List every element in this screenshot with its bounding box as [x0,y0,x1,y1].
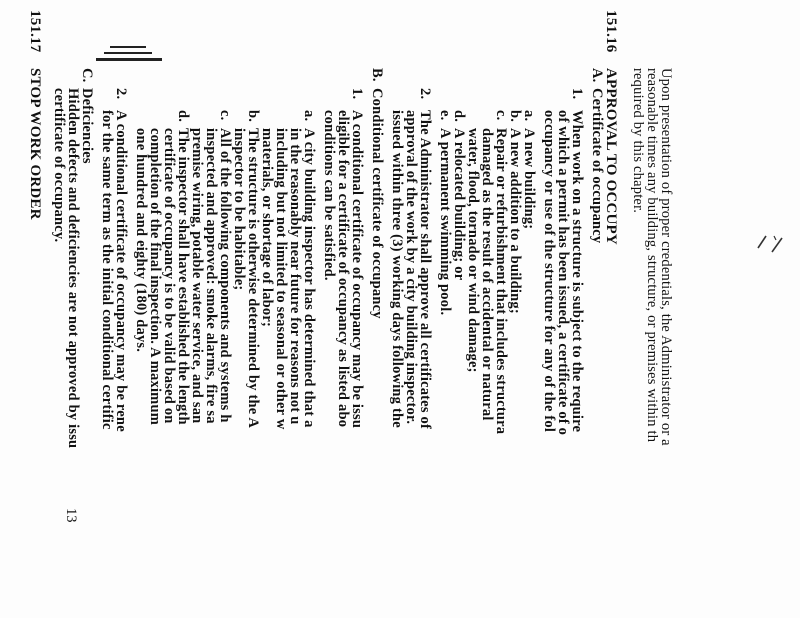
item-number: 1. [349,88,365,100]
item-number: 2. [113,88,129,100]
subsection-letter: B. [369,68,385,82]
paragraph-line: Hidden defects and deficiencies are not approved by issu [65,88,81,449]
sub-line: including but not limited to seasonal or other w [273,128,289,430]
item-line: approval of the work by a city building inspector. [403,110,419,425]
sub-line: inspected and approved: smoke alarms, fire sa [203,128,219,424]
intro-line: reasonable times any building, structure, or premises within th [644,68,660,443]
sub-letter: e. [437,110,453,121]
section-title: STOP WORK ORDER [27,68,43,220]
page-number: 13 [63,508,79,523]
paragraph-line: certificate of occupancy. [51,88,67,243]
sub-letter: b. [507,110,523,123]
sub-line: certificate of occupancy is to be valid based on [161,128,177,424]
section-number: 151.17 [27,10,43,53]
sub-line: A permanent swimming pool. [437,128,453,316]
scan-edge-mark [110,46,146,48]
sub-letter: a. [521,110,537,122]
subsection-heading: Certificate of occupancy [589,88,605,244]
section-number: 151.16 [603,10,619,53]
subsection-letter: C. [79,68,95,83]
sub-letter: c. [493,110,509,121]
item-line: When work on a structure is subject to the require [569,110,585,433]
sub-line: A new building; [521,128,537,230]
item-number: 2. [417,88,433,100]
sub-letter: d. [175,110,191,123]
intro-line: required by this chapter. [630,68,646,214]
sub-letter: c. [217,110,233,121]
sub-line: completion of the final inspection. A maximum [147,128,163,425]
sub-line: premise wiring, potable water service, and san [189,128,205,424]
item-line: of which a permit has been issued, a certificate of o [555,110,571,436]
sub-line: in the reasonably near future for reasons not u [287,128,303,425]
sub-line: water, flood, tornado or wind damage; [465,128,481,373]
handwritten-check-marks [752,228,792,258]
subsection-letter: A. [589,68,605,83]
sub-line: damaged as the result of accidental or natural [479,128,495,421]
sub-line: one hundred and eighty (180) days. [133,128,149,353]
section-title: APPROVAL TO OCCUPY [603,68,619,245]
scan-edge-mark [96,58,162,61]
rotated-page [27,10,674,608]
item-number: 1. [569,88,585,100]
item-line: conditions can be satisfied. [321,110,337,281]
sub-line: A city building inspector has determined that a [301,128,317,428]
sub-line: A relocated building; or [451,128,467,281]
subsection-heading: Deficiencies [79,88,95,164]
sub-line: The inspector shall have established the length [175,128,191,425]
item-line: A conditional certificate of occupancy may be issu [349,110,365,429]
subsection-heading: Conditional certificate of occupancy [369,88,385,319]
scan-edge-mark [104,52,152,54]
sub-line: The structure is otherwise determined by the A [245,128,261,429]
item-line: A conditional certificate of occupancy may be rene [113,110,129,432]
sub-line: Repair or refurbishment that includes structura [493,128,509,435]
item-line: issued within three (3) working days following the [389,110,405,428]
sub-line: All of the following components and systems h [217,128,233,423]
sub-letter: b. [245,110,261,123]
sub-line: inspector to be habitable; [231,128,247,291]
item-line: The Administrator shall approve all certificates of [417,110,433,429]
item-line: eligible for a certificate of occupancy as listed abo [335,110,351,428]
item-line: for the same term as the initial conditional certific [99,110,115,430]
sub-letter: a. [301,110,317,122]
sub-letter: d. [451,110,467,123]
sub-line: A new addition to a building; [507,128,523,314]
sub-line: materials, or shortage of labor; [259,128,275,328]
item-line: occupancy or use of the structure for any of the fol [541,110,557,433]
intro-line: Upon presentation of proper credentials, the Administrator or a [658,68,674,446]
